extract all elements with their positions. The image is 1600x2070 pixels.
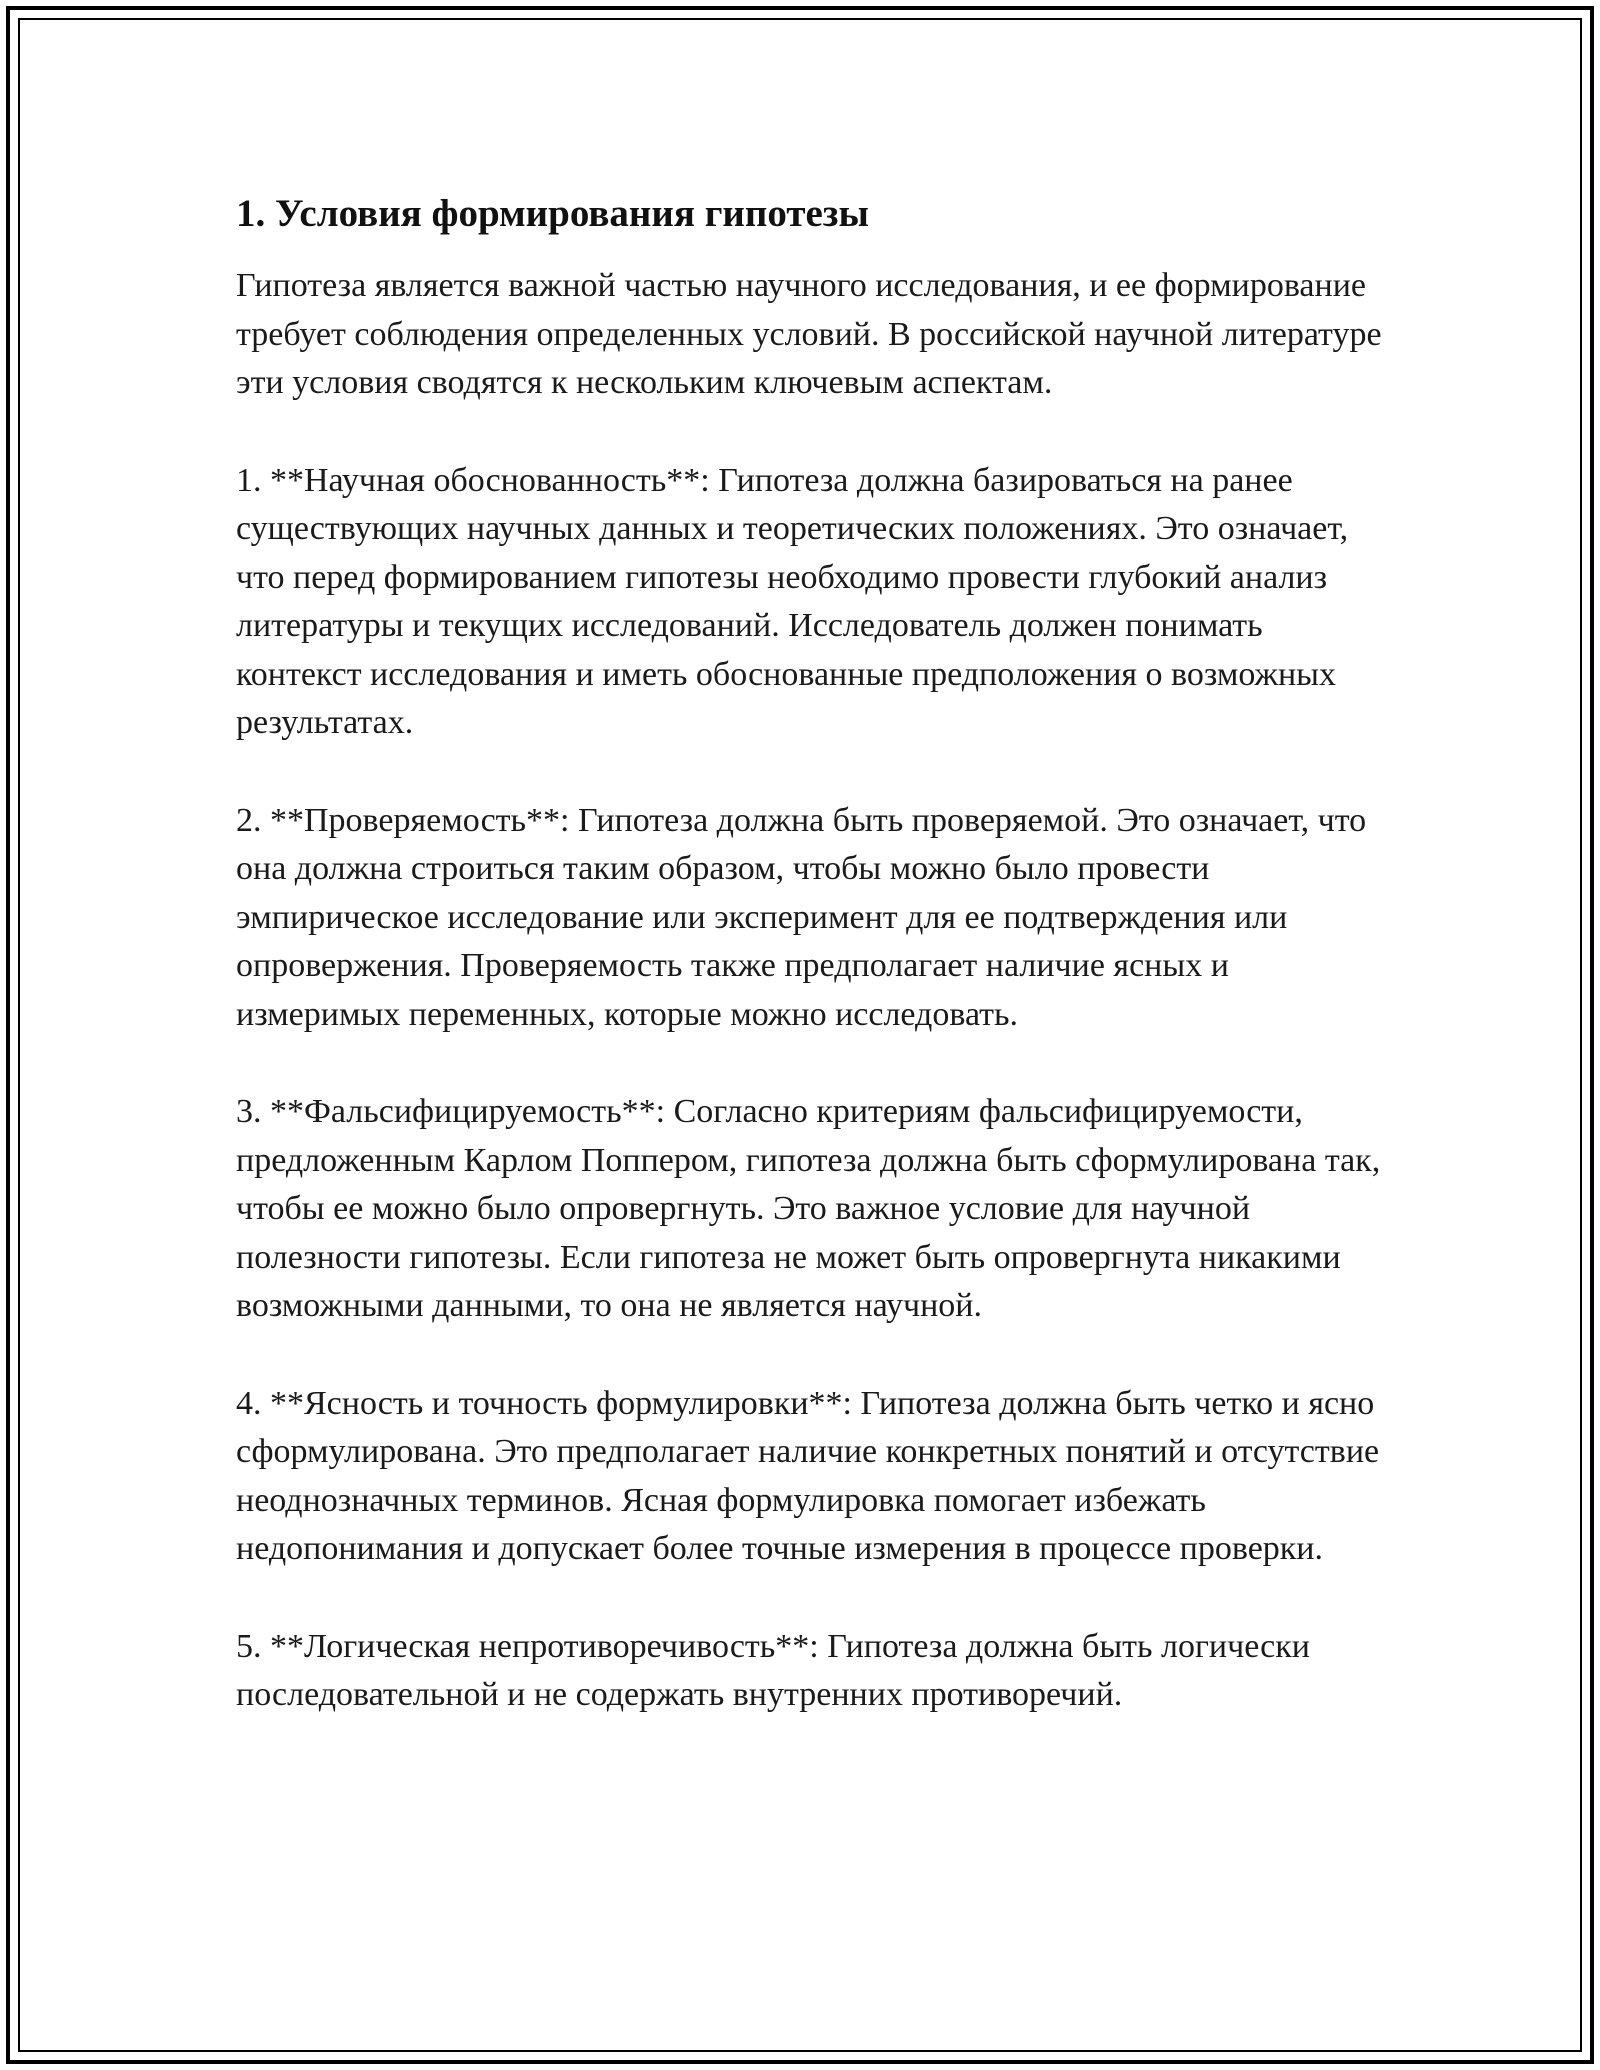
list-item-testability: 2. **Проверяемость**: Гипотеза должна быть проверяемой. Это означает, что она должна строиться таким образом, чтобы можно было провести эмпирическое исследование или эксперимент для ее подтверждения или опровержения. Проверяемость также предполагает наличие ясных и измеримых переменных, которые можно исследовать. <box>236 801 1367 1033</box>
document-title: 1. Условия формирования гипотезы <box>236 192 869 235</box>
list-item-scientific-validity: 1. **Научная обоснованность**: Гипотеза должна базироваться на ранее существующих научных данных и теоретических положениях. Это означает, что перед формированием гипотезы необходимо провести глубокий анализ литературы и текущих исследований. Исследователь должен понимать контекст исследования и иметь обоснованные предположения о возможных результатах. <box>236 461 1349 741</box>
list-item-clarity: 4. **Ясность и точность формулировки**: Гипотеза должна быть четко и ясно сформулирована. Это предполагает наличие конкретных понятий и отсутствие неоднозначных терминов. Ясная формулировка помогает избежать недопонимания и допускает более точные измерения в процессе проверки. <box>236 1384 1380 1567</box>
intro-paragraph: Гипотеза является важной частью научного исследования, и ее формирование требует соблюдения определенных условий. В российской научной литературе эти условия сводятся к нескольким ключевым аспектам. <box>236 267 1382 401</box>
document-body <box>236 186 1386 1720</box>
list-item-logical-consistency: 5. **Логическая непротиворечивость**: Гипотеза должна быть логически последовательной и не содержать внутренних противоречий. <box>236 1627 1310 1713</box>
list-item-falsifiability: 3. **Фальсифицируемость**: Согласно критериям фальсифицируемости, предложенным Карлом Поппером, гипотеза должна быть сформулирована так, чтобы ее можно было опровергнуть. Это важное условие для научной полезности гипотезы. Если гипотеза не может быть опровергнута никакими возможными данными, то она не является научной. <box>236 1093 1381 1324</box>
